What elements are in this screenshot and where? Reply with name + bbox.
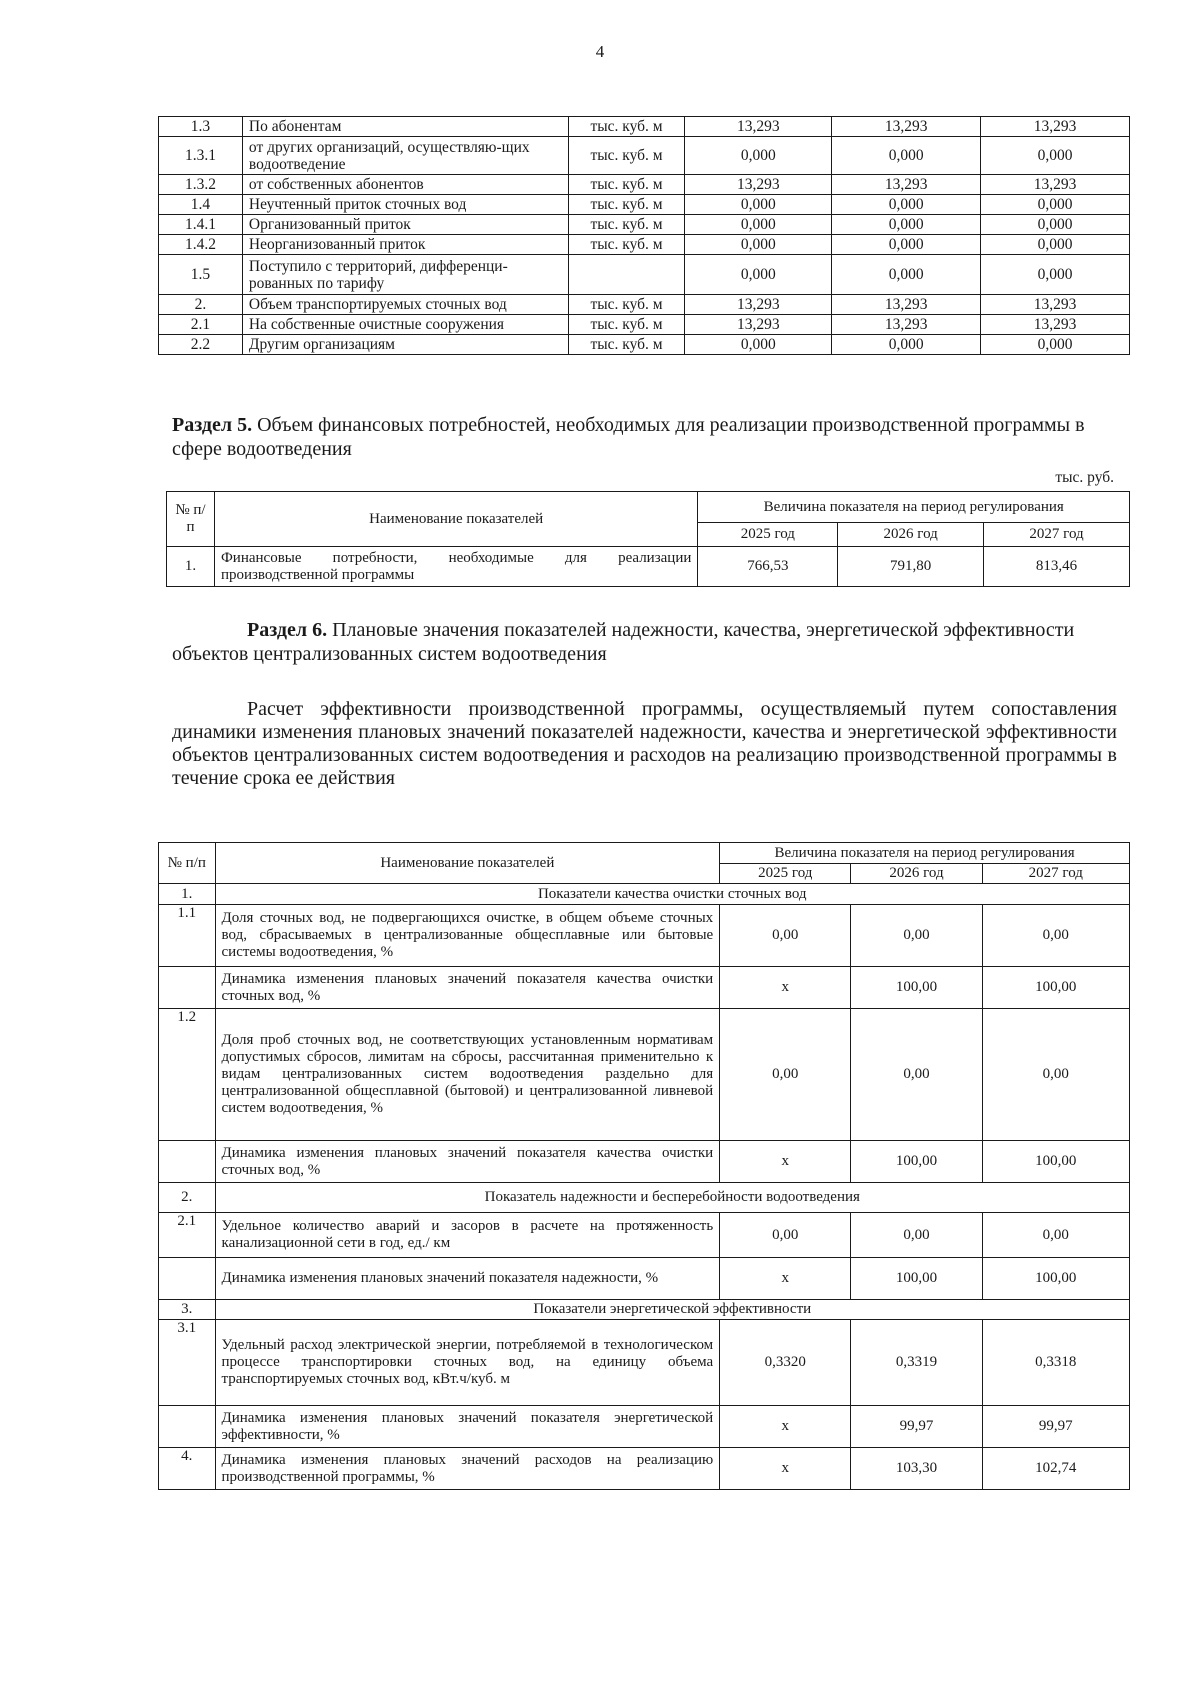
- row-num: 1.4: [159, 195, 243, 215]
- row-2025: 0,00: [720, 905, 851, 967]
- row-num: 1.5: [159, 255, 243, 295]
- row-2027: 813,46: [984, 547, 1130, 587]
- row-2026: 0,000: [832, 235, 981, 255]
- header-num: № п/п: [159, 843, 216, 884]
- row-2025: 0,000: [685, 335, 832, 355]
- table-row: [159, 215, 1130, 235]
- row-name: На собственные очистные сооружения: [242, 315, 568, 335]
- row-num: 3.1: [159, 1320, 216, 1406]
- row-2025: 13,293: [685, 315, 832, 335]
- row-2027: 102,74: [982, 1448, 1129, 1490]
- table-row: [159, 335, 1130, 355]
- paragraph-text: Расчет эффективности производственной программы, осуществляемый путем сопоставления динамики изменения плановых значений показателей надежности, качества и энергетической эффективности объектов централизованных систем водоотведения и расходов на реализацию производственной программы в течение срока ее действия: [172, 698, 1117, 789]
- row-unit: тыс. куб. м: [568, 137, 685, 175]
- row-2026: 0,000: [832, 137, 981, 175]
- row-2026: 13,293: [832, 315, 981, 335]
- row-2026: 0,00: [851, 1213, 982, 1258]
- row-name: Динамика изменения плановых значений расходов на реализацию производственной программы, %: [215, 1448, 720, 1490]
- row-unit: тыс. куб. м: [568, 235, 685, 255]
- row-2026: 791,80: [838, 547, 984, 587]
- header-2027: 2027 год: [984, 523, 1130, 547]
- header-period: Величина показателя на период регулирования: [698, 492, 1130, 523]
- row-2027: 0,000: [981, 195, 1130, 215]
- row-2027: 100,00: [982, 1258, 1129, 1300]
- row-2027: 0,00: [982, 1213, 1129, 1258]
- row-unit: тыс. куб. м: [568, 215, 685, 235]
- row-name: Поступило с территорий, дифференци-рованных по тарифу: [242, 255, 568, 295]
- row-num: 2.1: [159, 315, 243, 335]
- row-name: Доля проб сточных вод, не соответствующих установленным нормативам допустимых сбросов, лимитам на сбросы, рассчитанная применительно к видам централизованных систем водоотведения раздельно для централизованной общесплавной (бытовой) и централизованной ливневой систем водоотведения, %: [215, 1009, 720, 1141]
- row-2027: 0,000: [981, 335, 1130, 355]
- row-2026: 100,00: [851, 1141, 982, 1183]
- row-name: По абонентам: [242, 117, 568, 137]
- row-2025: 0,000: [685, 195, 832, 215]
- row-name: Динамика изменения плановых значений показателя энергетической эффективности, %: [215, 1406, 720, 1448]
- section6-heading: [172, 618, 1117, 666]
- row-2027: 0,000: [981, 255, 1130, 295]
- row-2027: 0,00: [982, 905, 1129, 967]
- row-unit: тыс. куб. м: [568, 315, 685, 335]
- empty-num: [159, 1141, 216, 1183]
- row-2026: 13,293: [832, 175, 981, 195]
- row-2026: 0,00: [851, 1009, 982, 1141]
- table-row: [159, 137, 1130, 175]
- row-name: Неорганизованный приток: [242, 235, 568, 255]
- row-2025: х: [720, 1406, 851, 1448]
- empty-num: [159, 1406, 216, 1448]
- row-name: Объем транспортируемых сточных вод: [242, 295, 568, 315]
- row-name: Удельное количество аварий и засоров в расчете на протяженность канализационной сети в год, ед./ км: [215, 1213, 720, 1258]
- row-unit: тыс. куб. м: [568, 175, 685, 195]
- group-title: Показатели качества очистки сточных вод: [215, 884, 1129, 905]
- row-2026: 13,293: [832, 117, 981, 137]
- section5-heading: [172, 413, 1117, 461]
- row-2026: 99,97: [851, 1406, 982, 1448]
- row-2025: 13,293: [685, 175, 832, 195]
- row-2025: 766,53: [698, 547, 838, 587]
- row-unit: тыс. куб. м: [568, 335, 685, 355]
- group-num: 1.: [159, 884, 216, 905]
- table-row: [159, 295, 1130, 315]
- row-num: 2.: [159, 295, 243, 315]
- row-2027: 13,293: [981, 295, 1130, 315]
- row-num: 1.3.1: [159, 137, 243, 175]
- row-2025: 0,000: [685, 235, 832, 255]
- row-2026: 13,293: [832, 295, 981, 315]
- row-name: Динамика изменения плановых значений показателя качества очистки сточных вод, %: [215, 967, 720, 1009]
- row-2027: 0,000: [981, 215, 1130, 235]
- row-unit: тыс. куб. м: [568, 295, 685, 315]
- row-unit: тыс. куб. м: [568, 117, 685, 137]
- row-2026: 0,000: [832, 215, 981, 235]
- header-period: Величина показателя на период регулирования: [720, 843, 1130, 864]
- row-name: Организованный приток: [242, 215, 568, 235]
- section5-unit: тыс. руб.: [1055, 469, 1114, 486]
- volume-table: [158, 116, 1130, 355]
- header-2025: 2025 год: [698, 523, 838, 547]
- table-row: [159, 255, 1130, 295]
- row-num: 1.1: [159, 905, 216, 967]
- row-num: 1.3.2: [159, 175, 243, 195]
- section6-label: Раздел 6.: [247, 619, 328, 641]
- table-row: [159, 175, 1130, 195]
- page-number: 4: [595, 42, 605, 61]
- row-2027: 0,3318: [982, 1320, 1129, 1406]
- row-2025: 0,000: [685, 137, 832, 175]
- row-2027: 13,293: [981, 315, 1130, 335]
- row-2027: 100,00: [982, 1141, 1129, 1183]
- row-name: Удельный расход электрической энергии, потребляемой в технологическом процессе транспортировки сточных вод, на единицу объема транспортируемых сточных вод, кВт.ч/куб. м: [215, 1320, 720, 1406]
- row-name: от других организаций, осуществляю-щих водоотведение: [242, 137, 568, 175]
- row-2027: 0,00: [982, 1009, 1129, 1141]
- header-num: № п/п: [167, 492, 215, 547]
- row-2026: 0,3319: [851, 1320, 982, 1406]
- row-2026: 0,00: [851, 905, 982, 967]
- header-2026: 2026 год: [838, 523, 984, 547]
- header-2026: 2026 год: [851, 864, 982, 884]
- section6-title: Плановые значения показателей надежности, качества, энергетической эффективности объектов централизованных систем водоотведения: [172, 619, 1075, 665]
- empty-num: [159, 967, 216, 1009]
- row-2027: 100,00: [982, 967, 1129, 1009]
- row-name: Доля сточных вод, не подвергающихся очистке, в общем объеме сточных вод, сбрасываемых в централизованные общесплавные или бытовые системы водоотведения, %: [215, 905, 720, 967]
- table-row: [159, 315, 1130, 335]
- row-2025: х: [720, 1448, 851, 1490]
- row-num: 2.2: [159, 335, 243, 355]
- row-2026: 103,30: [851, 1448, 982, 1490]
- row-unit: [568, 255, 685, 295]
- row-2025: 13,293: [685, 295, 832, 315]
- empty-num: [159, 1258, 216, 1300]
- group-num: 2.: [159, 1183, 216, 1213]
- table-row: [159, 235, 1130, 255]
- row-name: Неучтенный приток сточных вод: [242, 195, 568, 215]
- table-row: [159, 195, 1130, 215]
- header-name: Наименование показателей: [214, 492, 697, 547]
- row-name: Другим организациям: [242, 335, 568, 355]
- row-2025: 0,000: [685, 255, 832, 295]
- row-2026: 100,00: [851, 967, 982, 1009]
- row-2027: 0,000: [981, 235, 1130, 255]
- row-2027: 13,293: [981, 117, 1130, 137]
- header-2025: 2025 год: [720, 864, 851, 884]
- row-num: 1.3: [159, 117, 243, 137]
- row-2025: 13,293: [685, 117, 832, 137]
- row-2025: 0,3320: [720, 1320, 851, 1406]
- section5-label: Раздел 5.: [172, 414, 253, 436]
- row-2027: 13,293: [981, 175, 1130, 195]
- row-name: Динамика изменения плановых значений показателя надежности, %: [215, 1258, 720, 1300]
- row-name: Финансовые потребности, необходимые для реализации производственной программы: [214, 547, 697, 587]
- row-num: 1.4.2: [159, 235, 243, 255]
- row-num: 1.2: [159, 1009, 216, 1141]
- row-2025: х: [720, 1258, 851, 1300]
- group-num: 3.: [159, 1300, 216, 1320]
- row-name: от собственных абонентов: [242, 175, 568, 195]
- row-unit: тыс. куб. м: [568, 195, 685, 215]
- row-2026: 100,00: [851, 1258, 982, 1300]
- row-2025: х: [720, 1141, 851, 1183]
- row-2026: 0,000: [832, 335, 981, 355]
- group-title: Показатель надежности и бесперебойности водоотведения: [215, 1183, 1129, 1213]
- row-2025: 0,000: [685, 215, 832, 235]
- table-row: [159, 117, 1130, 137]
- section6-paragraph: [172, 698, 1117, 790]
- row-2027: 0,000: [981, 137, 1130, 175]
- row-2027: 99,97: [982, 1406, 1129, 1448]
- row-2026: 0,000: [832, 255, 981, 295]
- row-num: 1.: [167, 547, 215, 587]
- row-2025: 0,00: [720, 1009, 851, 1141]
- row-2025: х: [720, 967, 851, 1009]
- group-title: Показатели энергетической эффективности: [215, 1300, 1129, 1320]
- indicators-table: [158, 842, 1130, 1490]
- row-num: 2.1: [159, 1213, 216, 1258]
- section5-title: Объем финансовых потребностей, необходимых для реализации производственной программы в сфере водоотведения: [172, 414, 1085, 460]
- finance-table: [166, 491, 1130, 587]
- row-num: 4.: [159, 1448, 216, 1490]
- row-num: 1.4.1: [159, 215, 243, 235]
- row-name: Динамика изменения плановых значений показателя качества очистки сточных вод, %: [215, 1141, 720, 1183]
- header-2027: 2027 год: [982, 864, 1129, 884]
- row-2026: 0,000: [832, 195, 981, 215]
- header-name: Наименование показателей: [215, 843, 720, 884]
- row-2025: 0,00: [720, 1213, 851, 1258]
